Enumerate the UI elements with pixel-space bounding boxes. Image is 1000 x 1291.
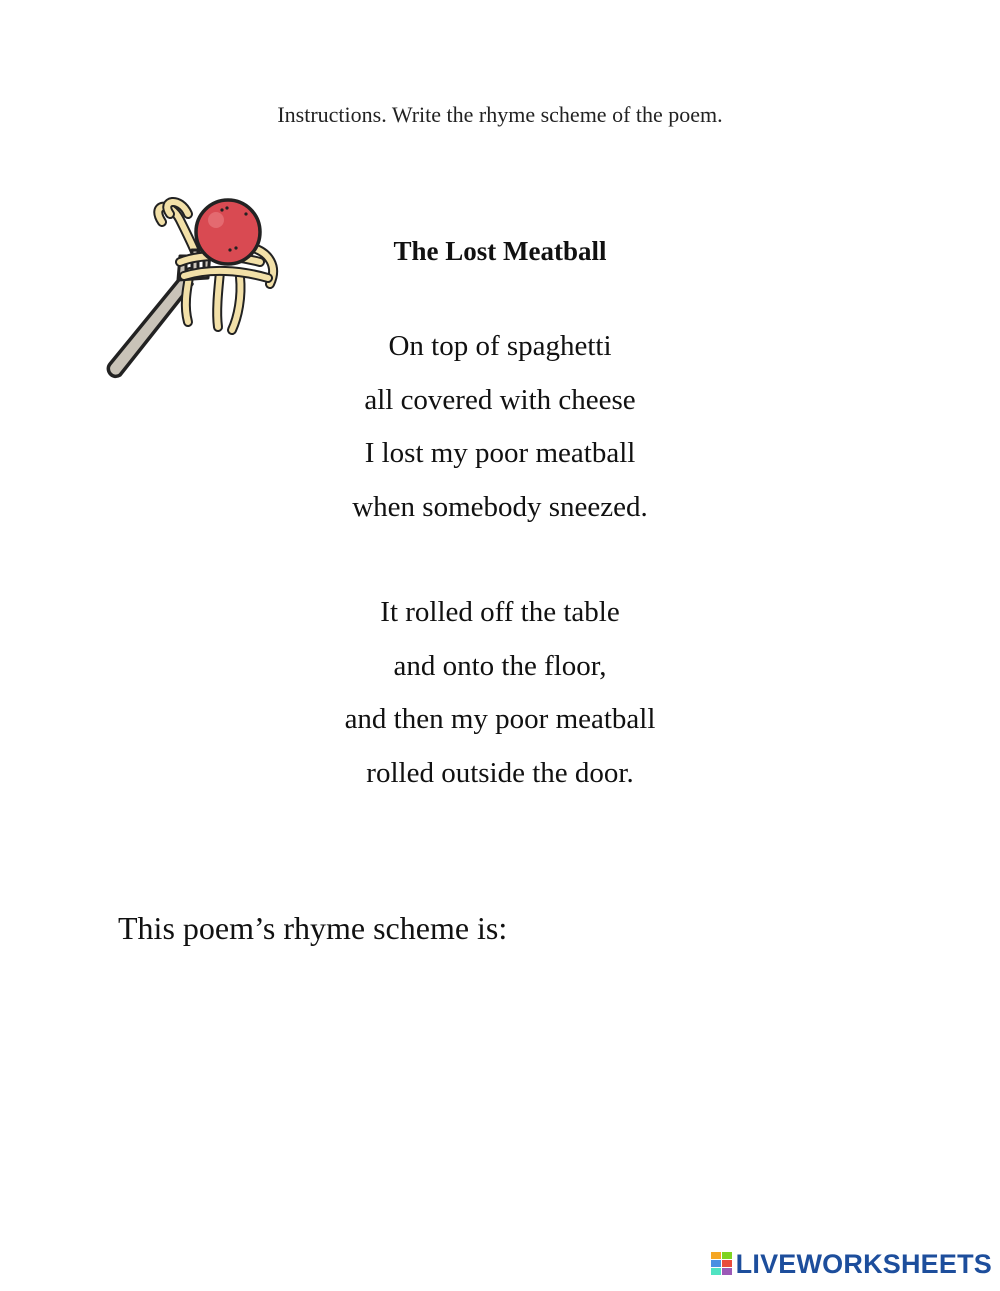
poem-line: and then my poor meatball [344,703,656,735]
poem-line: I lost my poor meatball [364,437,636,469]
poem-title: The Lost Meatball [393,236,607,266]
poem-line: when somebody sneezed. [352,490,648,523]
poem-stanza-1 [0,320,1000,534]
poem-line: On top of spaghetti [388,330,612,362]
poem-line: all covered with cheese [364,383,636,416]
poem-line: rolled outside the door. [366,756,634,789]
poem-line: and onto the floor, [393,649,607,682]
poem-stanza-2 [0,586,1000,800]
liveworksheets-logo[interactable] [711,1249,992,1279]
rhyme-scheme-prompt: This poem’s rhyme scheme is: [118,910,508,946]
instructions-text: Instructions. Write the rhyme scheme of the poem. [277,102,723,127]
liveworksheets-logo-icon [711,1252,733,1276]
liveworksheets-wordmark: LIVEWORKSHEETS [735,1248,992,1279]
poem-line: It rolled off the table [380,596,620,628]
